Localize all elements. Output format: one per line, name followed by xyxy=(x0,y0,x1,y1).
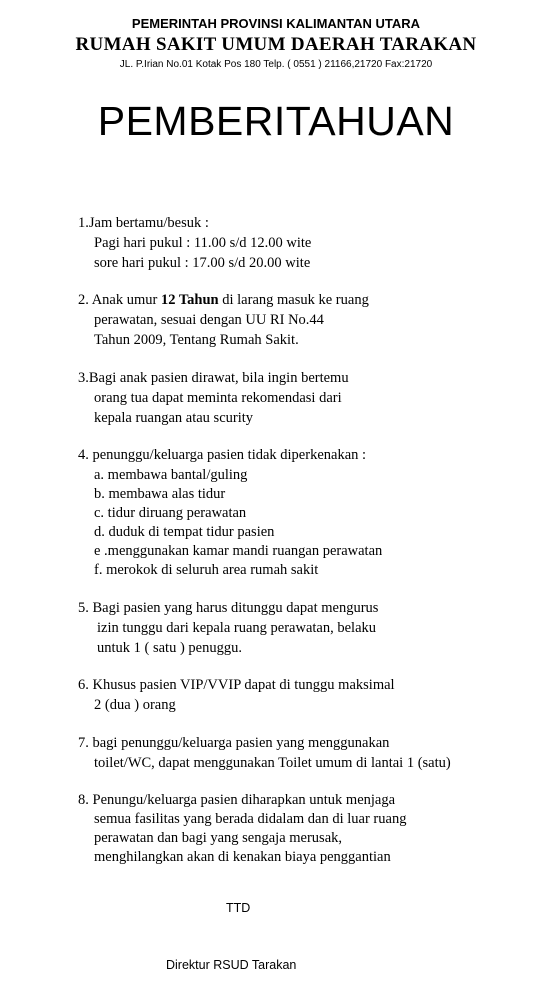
rule-4-item-d: d. duduk di tempat tidur pasien xyxy=(94,524,275,540)
rule-8-line-1: 8. Penungu/keluarga pasien diharapkan untuk menjaga xyxy=(78,792,396,808)
rule-5-line-3: untuk 1 ( satu ) penuggu. xyxy=(97,640,242,656)
rule-2-line-2: perawatan, sesuai dengan UU RI No.44 xyxy=(94,312,324,328)
hospital-address: JL. P.Irian No.01 Kotak Pos 180 Telp. ( 0551 ) 21166,21720 Fax:21720 xyxy=(119,59,433,70)
director-title: Direktur RSUD Tarakan xyxy=(166,958,297,972)
rule-2-age-emphasis: 12 Tahun xyxy=(160,292,219,308)
rule-4-item-a: a. membawa bantal/guling xyxy=(94,467,248,483)
rule-4-item-e: e .menggunakan kamar mandi ruangan perawatan xyxy=(94,543,383,559)
rule-4-line-1: 4. penunggu/keluarga pasien tidak diperkenakan : xyxy=(78,447,367,463)
rule-7-line-2: toilet/WC, dapat menggunakan Toilet umum di lantai 1 (satu) xyxy=(94,755,451,771)
rule-1-line-3: sore hari pukul : 17.00 s/d 20.00 wite xyxy=(94,255,311,271)
rule-6-line-2: 2 (dua ) orang xyxy=(94,697,176,713)
rule-6-line-1: 6. Khusus pasien VIP/VVIP dapat di tunggu maksimal xyxy=(78,677,395,693)
rule-7-line-1: 7. bagi penunggu/keluarga pasien yang menggunakan xyxy=(78,735,390,751)
rule-4-item-b: b. membawa alas tidur xyxy=(94,486,226,502)
rule-2-line-1 xyxy=(78,291,369,309)
government-name: PEMERINTAH PROVINSI KALIMANTAN UTARA xyxy=(131,16,421,31)
rule-2-line-3: Tahun 2009, Tentang Rumah Sakit. xyxy=(94,332,299,348)
rule-5-line-2: izin tunggu dari kepala ruang perawatan, belaku xyxy=(97,620,377,636)
rule-1-line-1: 1.Jam bertamu/besuk : xyxy=(78,215,209,231)
rule-8-line-4: menghilangkan akan di kenakan biaya penggantian xyxy=(94,849,391,865)
signature-ttd: TTD xyxy=(226,901,251,915)
rule-8-line-3: perawatan dan bagi yang sengaja merusak, xyxy=(94,830,343,846)
rule-4-item-c: c. tidur diruang perawatan xyxy=(94,505,247,521)
rule-8-line-2: semua fasilitas yang berada didalam dan di luar ruang xyxy=(94,811,407,827)
page-title: PEMBERITAHUAN xyxy=(97,98,455,144)
rule-3-line-3: kepala ruangan atau scurity xyxy=(94,410,254,426)
rule-2-prefix: 2. Anak umur xyxy=(78,292,161,308)
rule-1-line-2: Pagi hari pukul : 11.00 s/d 12.00 wite xyxy=(94,235,312,251)
rule-5-line-1: 5. Bagi pasien yang harus ditunggu dapat mengurus xyxy=(78,600,379,616)
rule-3-line-1: 3.Bagi anak pasien dirawat, bila ingin bertemu xyxy=(78,370,349,386)
rule-3-line-2: orang tua dapat meminta rekomendasi dari xyxy=(94,390,342,406)
rule-4-item-f: f. merokok di seluruh area rumah sakit xyxy=(94,562,319,578)
hospital-name: RUMAH SAKIT UMUM DAERAH TARAKAN xyxy=(75,34,477,55)
rule-2-suffix: di larang masuk ke ruang xyxy=(218,292,369,308)
